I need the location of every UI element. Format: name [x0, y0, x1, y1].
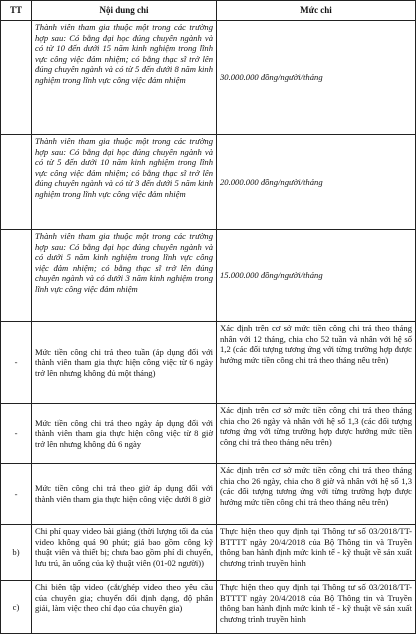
row-tt: c) — [1, 581, 32, 634]
row-amount: 15.000.000 đồng/người/tháng — [217, 230, 416, 322]
table-row — [1, 230, 416, 322]
table-row — [1, 322, 416, 404]
row-amount: 20.000.000 đồng/người/tháng — [217, 135, 416, 230]
row-content: Thành viên tham gia thuộc một trong các trường hợp sau: Có bằng đại học đúng chuyên ngành và có dưới 5 năm kinh nghiệm trong lĩnh vực công việc đảm nhiệm; có bằng thạc sĩ trở lên đúng chuyên ngành và có dưới 3 năm kinh nghiệm trong lĩnh vực công việc đảm nhiệm — [32, 230, 217, 322]
row-amount: Xác định trên cơ sở mức tiền công chi trả theo tháng chia cho 26 ngày và nhân với hệ số 1,3 (các đối tượng tương ứng với từng trường hợp được hưởng mức tiền công chi trả theo tháng nêu trên) — [217, 404, 416, 464]
row-tt: - — [1, 404, 32, 464]
row-content: Chi phí quay video bài giảng (thời lượng tối đa của video không quá 90 phút; giá bao gồm công kỹ thuật viên và thiết bị; chưa bao gồm phí di chuyển, lưu trú, ăn uống của kỹ thuật viên (01-02 người)) — [32, 525, 217, 581]
row-tt: - — [1, 322, 32, 404]
row-tt — [1, 135, 32, 230]
table-header-row — [1, 1, 416, 21]
table-row — [1, 404, 416, 464]
row-amount: Xác định trên cơ sở mức tiền công chi trả theo tháng nhân với 12 tháng, chia cho 52 tuần và nhân với hệ số 1,2 (các đối tượng tương ứng với từng trường hợp được hưởng mức tiền công chi trả theo tháng nêu trên) — [217, 322, 416, 404]
row-tt: b) — [1, 525, 32, 581]
table-row — [1, 525, 416, 581]
row-tt: - — [1, 464, 32, 525]
row-tt — [1, 230, 32, 322]
table-row — [1, 21, 416, 135]
row-amount: 30.000.000 đồng/người/tháng — [217, 21, 416, 135]
table-row — [1, 581, 416, 634]
row-content: Mức tiền công chi trả theo tuần (áp dụng đối với thành viên tham gia thực hiện công việc từ 6 ngày trở lên nhưng không đủ một tháng) — [32, 322, 217, 404]
header-amount: Mức chi — [217, 1, 416, 21]
row-content: Thành viên tham gia thuộc một trong các trường hợp sau: Có bằng đại học đúng chuyên ngành và có từ 5 đến dưới 10 năm kinh nghiệm trong lĩnh vực công việc đảm nhiệm; có bằng thạc sĩ trở lên đúng chuyên ngành và có từ 3 đến dưới 5 năm kinh nghiệm trong lĩnh vực công việc đảm nhiệm — [32, 135, 217, 230]
row-content: Chi biên tập video (cắt/ghép video theo yêu cầu của chuyên gia; chuyển đổi định dạng, độ phân giải, làm việc theo chỉ đạo của chuyên gia) — [32, 581, 217, 634]
row-amount: Thực hiện theo quy định tại Thông tư số 03/2018/TT-BTTTT ngày 20/4/2018 của Bộ Thông tin và Truyền thông ban hành định mức kinh tế - kỹ thuật về sản xuất chương trình truyền hình — [217, 581, 416, 634]
table-row — [1, 464, 416, 525]
header-tt: TT — [1, 1, 32, 21]
table-row — [1, 135, 416, 230]
row-content: Mức tiền công chi trả theo ngày áp dụng đối với thành viên tham gia thực hiện công việc từ 8 giờ trở lên nhưng không đủ 6 ngày — [32, 404, 217, 464]
row-content: Thành viên tham gia thuộc một trong các trường hợp sau: Có bằng đại học đúng chuyên ngành và có từ 10 đến dưới 15 năm kinh nghiệm trong lĩnh vực công việc đảm nhiệm; có bằng thạc sĩ trở lên đúng chuyên ngành và có từ 5 đến dưới 8 năm kinh nghiệm trong lĩnh vực công việc đảm nhiệm — [32, 21, 217, 135]
row-amount: Thực hiện theo quy định tại Thông tư số 03/2018/TT-BTTTT ngày 20/4/2018 của Bộ Thông tin và Truyền thông ban hành định mức kinh tế - kỹ thuật về sản xuất chương trình truyền hình — [217, 525, 416, 581]
row-tt — [1, 21, 32, 135]
row-amount: Xác định trên cơ sở mức tiền công chi trả theo tháng chia cho 26 ngày, chia cho 8 giờ và nhân với hệ số 1,3 (các đối tượng tương ứng với từng trường hợp được hưởng mức tiền công chi trả theo tháng nêu trên) — [217, 464, 416, 525]
row-content: Mức tiền công chi trả theo giờ áp dụng đối với thành viên tham gia thực hiện công việc dưới 8 giờ — [32, 464, 217, 525]
header-content: Nội dung chi — [32, 1, 217, 21]
